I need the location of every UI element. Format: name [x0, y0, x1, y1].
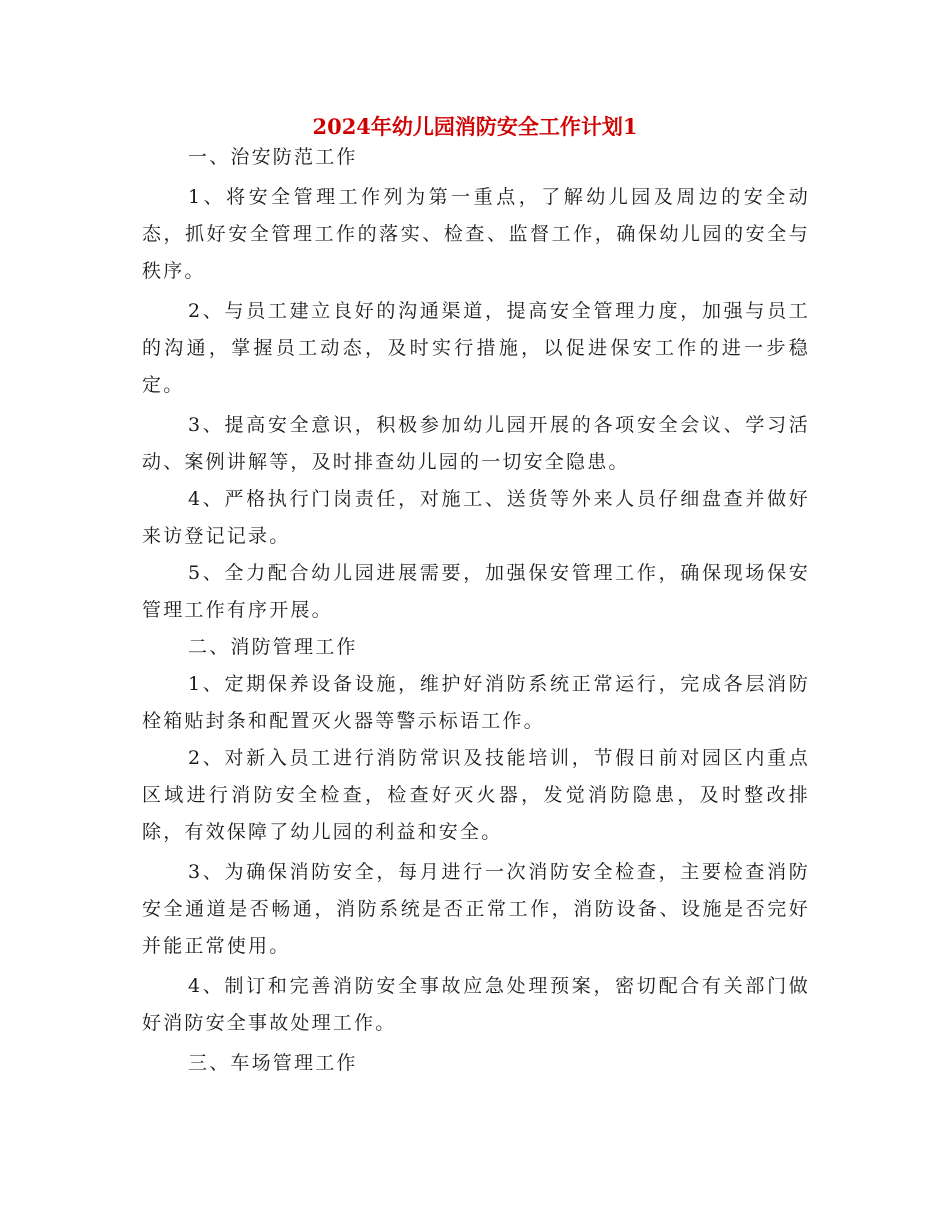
section-heading-fire: 二、消防管理工作 — [188, 636, 358, 658]
paragraph: 5、全力配合幼儿园进展需要，加强保安管理工作，确保现场保安管理工作有序开展。 — [142, 562, 810, 621]
paragraph: 2、与员工建立良好的沟通渠道，提高安全管理力度，加强与员工的沟通，掌握员工动态，及时实行措施，以促进保安工作的进一步稳定。 — [142, 300, 810, 396]
paragraph: 1、定期保养设备设施，维护好消防系统正常运行，完成各层消防栓箱贴封条和配置灭火器等警示标语工作。 — [142, 673, 810, 732]
paragraph: 3、提高安全意识，积极参加幼儿园开展的各项安全会议、学习活动、案例讲解等，及时排查幼儿园的一切安全隐患。 — [142, 414, 810, 473]
paragraph: 2、对新入员工进行消防常识及技能培训，节假日前对园区内重点区域进行消防安全检查，检查好灭火器，发觉消防隐患，及时整改排除，有效保障了幼儿园的利益和安全。 — [142, 747, 810, 843]
section-heading-parking: 三、车场管理工作 — [188, 1052, 358, 1074]
paragraph: 1、将安全管理工作列为第一重点，了解幼儿园及周边的安全动态，抓好安全管理工作的落实、检查、监督工作，确保幼儿园的安全与秩序。 — [142, 186, 810, 282]
paragraph: 4、严格执行门岗责任，对施工、送货等外来人员仔细盘查并做好来访登记记录。 — [142, 488, 810, 547]
paragraph: 3、为确保消防安全，每月进行一次消防安全检查，主要检查消防安全通道是否畅通，消防系统是否正常工作，消防设备、设施是否完好并能正常使用。 — [142, 861, 810, 957]
paragraph: 4、制订和完善消防安全事故应急处理预案，密切配合有关部门做好消防安全事故处理工作。 — [142, 975, 810, 1034]
section-heading-security: 一、治安防范工作 — [188, 146, 358, 168]
document-title: 2024年幼儿园消防安全工作计划1 — [312, 114, 638, 139]
document-body — [142, 139, 810, 1082]
